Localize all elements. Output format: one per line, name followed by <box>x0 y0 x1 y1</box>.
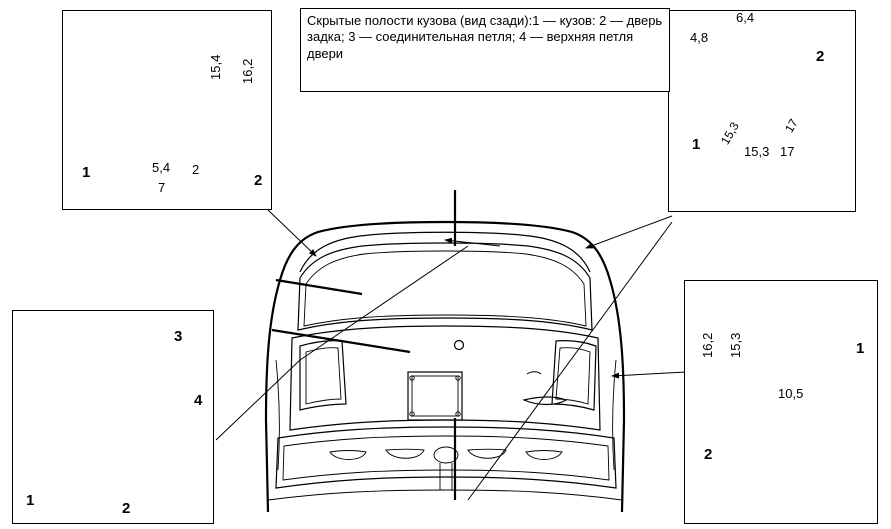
label-bl-callout-2: 2 <box>122 500 131 517</box>
label-bl-callout-1: 1 <box>26 492 35 509</box>
label-tl-callout-2: 2 <box>254 172 263 189</box>
label-tl-dim-15-4: 15,4 <box>208 54 223 80</box>
label-bl-callout-4: 4 <box>194 392 203 409</box>
label-tr-dim-15-3-b: 15,3 <box>744 144 770 159</box>
label-br-dim-10-5: 10,5 <box>778 386 804 401</box>
label-tr-dim-17-a: 17 <box>782 116 801 135</box>
panel-bottom-left <box>12 310 214 524</box>
center-cross-marks <box>272 190 455 500</box>
label-tr-callout-1: 1 <box>692 136 701 153</box>
label-br-callout-2: 2 <box>704 446 713 463</box>
label-br-dim-16-2: 16,2 <box>700 332 715 358</box>
label-br-callout-1: 1 <box>856 340 865 357</box>
label-tl-dim-7: 7 <box>158 180 166 195</box>
label-bl-callout-3: 3 <box>174 328 183 345</box>
label-tr-callout-2: 2 <box>816 48 825 65</box>
car-rear-outline <box>266 222 624 512</box>
leader-lines <box>216 210 686 500</box>
label-br-dim-15-3: 15,3 <box>728 332 743 358</box>
panel-bottom-right <box>684 280 878 524</box>
label-tr-dim-6-4: 6,4 <box>736 10 755 25</box>
panel-top-left <box>62 10 272 210</box>
figure-caption: Скрытые полости кузова (вид сзади):1 — кузов: 2 — дверь задка; 3 — соединительная петля; 4 — верхняя петля двери <box>300 8 670 92</box>
label-tl-dim-5-4: 5,4 <box>152 160 171 175</box>
label-tr-dim-15-3-a: 15,3 <box>718 119 742 147</box>
label-tl-dim-2: 2 <box>192 162 200 177</box>
label-tl-dim-16-2: 16,2 <box>240 58 255 84</box>
label-tr-dim-17-b: 17 <box>780 144 795 159</box>
label-tr-dim-4-8: 4,8 <box>690 30 709 45</box>
label-tl-callout-1: 1 <box>82 164 91 181</box>
